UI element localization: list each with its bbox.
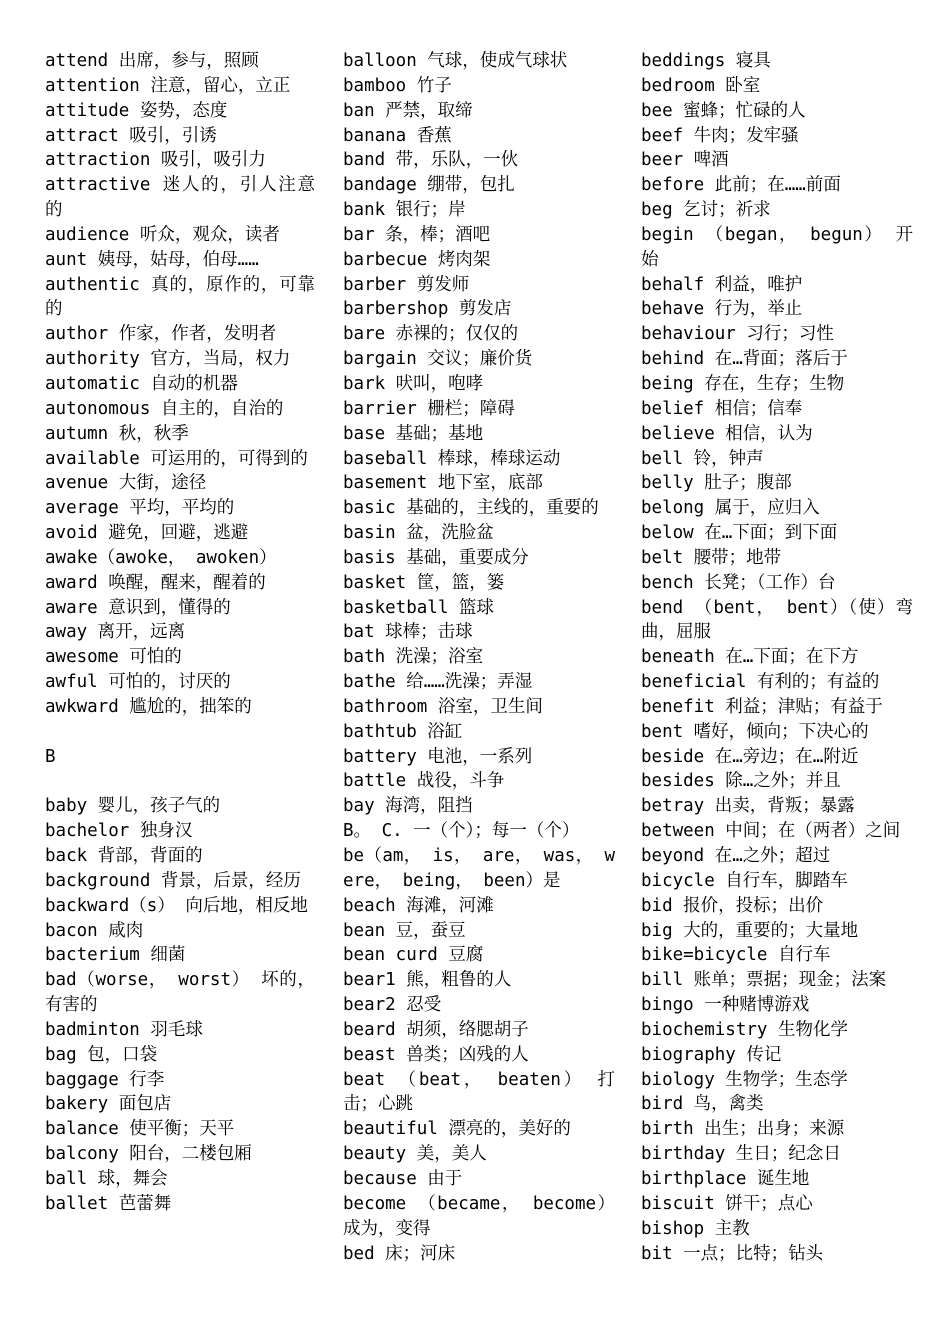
vocab-entry: base 基础；基地: [343, 423, 484, 444]
vocab-entry: bedroom 卧室: [641, 75, 761, 96]
vocab-entry: bar 条，棒；酒吧: [343, 224, 491, 245]
vocab-entry: bathroom 浴室，卫生间: [343, 696, 543, 717]
vocab-entry: autonomous 自主的，自治的: [45, 398, 284, 419]
vocab-entry: bit 一点；比特；钻头: [641, 1243, 824, 1264]
vocab-entry: baby 婴儿，孩子气的: [45, 796, 221, 817]
vocab-entry: belt 腰带；地带: [641, 547, 782, 568]
vocab-entry: ballet 芭蕾舞: [45, 1193, 172, 1214]
vocab-entry: beneficial 有利的；有益的: [641, 672, 880, 693]
vocab-entry: being 存在，生存；生物: [641, 373, 845, 394]
vocab-entry: automatic 自动的机器: [45, 373, 238, 394]
vocab-entry: back 背部，背面的: [45, 846, 203, 866]
vocab-entry: bill 账单；票据；现金；法案: [641, 970, 887, 991]
vocab-entry: behind 在…背面；落后于: [641, 349, 848, 370]
vocab-entry: ball 球，舞会: [45, 1168, 168, 1189]
vocab-entry: between 中间；在（两者）之间: [641, 821, 901, 842]
vocab-entry: backward（s） 向后地，相反地: [45, 895, 308, 916]
vocab-entry: banana 香蕉: [343, 125, 452, 146]
vocab-entry: biology 生物学；生态学: [641, 1069, 848, 1090]
vocab-entry: basic 基础的，主线的，重要的: [343, 498, 599, 519]
vocab-entry: ban 严禁，取缔: [343, 100, 473, 121]
vocab-entry: become （became， become）成为，变得: [343, 1193, 615, 1239]
vocab-entry: awful 可怕的，讨厌的: [45, 672, 231, 693]
vocab-entry: bath 洗澡；浴室: [343, 647, 484, 668]
vocab-entry: attitude 姿势，态度: [45, 100, 228, 121]
vocab-entry: beg 乞讨；祈求: [641, 200, 771, 221]
vocab-entry: award 唤醒，醒来，醒着的: [45, 572, 266, 593]
vocab-entry: bank 银行；岸: [343, 200, 466, 221]
vocab-entry: beside 在…旁边；在…附近: [641, 746, 859, 767]
vocab-entry: beast 兽类；凶残的人: [343, 1044, 529, 1065]
vocab-entry: balance 使平衡；天平: [45, 1119, 235, 1140]
vocab-entry: beat （beat， beaten） 打击；心跳: [343, 1069, 615, 1115]
vocab-entry: bamboo 竹子: [343, 75, 452, 96]
vocab-entry: avoid 避免，回避，逃避: [45, 523, 249, 544]
vocab-entry: attractive 迷人的，引人注意的: [45, 175, 315, 221]
vocab-entry: bear2 忍受: [343, 995, 442, 1016]
vocab-entry: bee 蜜蜂；忙碌的人: [641, 100, 806, 121]
vocab-entry: bare 赤裸的；仅仅的: [343, 324, 519, 345]
vocab-entry: barrier 栅栏；障碍: [343, 398, 515, 419]
vocab-entry: be（am， is， are， was， were， being， been）是: [343, 846, 615, 891]
vocab-entry: beauty 美，美人: [343, 1144, 487, 1165]
vocab-entry: behave 行为，举止: [641, 299, 803, 320]
vocab-entry: bean 豆，蚕豆: [343, 920, 466, 941]
vocab-entry: band 带，乐队，一伙: [343, 150, 519, 171]
vocab-entry: autumn 秋，秋季: [45, 423, 189, 444]
vocab-entry: belong 属于，应归入: [641, 498, 820, 519]
vocab-entry: below 在…下面；到下面: [641, 523, 838, 544]
vocab-entry: beach 海滩，河滩: [343, 895, 494, 916]
vocab-entry: bishop 主教: [641, 1218, 750, 1239]
vocab-entry: bell 铃，钟声: [641, 448, 764, 469]
vocab-entry: bay 海湾，阻挡: [343, 796, 473, 817]
vocab-entry: basis 基础，重要成分: [343, 547, 529, 568]
vocab-entry: biochemistry 生物化学: [641, 1019, 848, 1040]
vocab-entry: aware 意识到，懂得的: [45, 597, 231, 618]
vocab-entry: avenue 大街，途径: [45, 473, 207, 494]
vocab-entry: balloon 气球，使成气球状: [343, 51, 568, 71]
vocab-entry: bandage 绷带，包扎: [343, 175, 515, 196]
blank-line: [45, 769, 315, 794]
vocab-entry: bean curd 豆腐: [343, 945, 484, 966]
vocab-entry: bike=bicycle 自行车: [641, 945, 831, 966]
vocab-entry: barber 剪发师: [343, 274, 470, 295]
vocab-entry: beneath 在…下面；在下方: [641, 647, 859, 668]
vocab-entry: big 大的，重要的；大量地: [641, 920, 859, 941]
vocab-entry: battery 电池，一系列: [343, 746, 533, 767]
vocab-entry: attraction 吸引，吸引力: [45, 150, 266, 171]
vocab-entry: bad（worse， worst） 坏的，有害的: [45, 970, 315, 1016]
vocab-entry: birth 出生；出身；来源: [641, 1119, 845, 1140]
vocab-entry: before 此前；在……前面: [641, 175, 841, 196]
vocab-entry: authentic 真的，原作的，可靠的: [45, 274, 315, 320]
vocab-entry: attract 吸引，引诱: [45, 125, 217, 146]
vocab-entry: awesome 可怕的: [45, 647, 182, 668]
vocab-entry: average 平均，平均的: [45, 498, 235, 519]
vocab-entry: begin （began， begun） 开始: [641, 224, 913, 270]
vocab-entry: bacterium 细菌: [45, 945, 186, 966]
vocab-entry: author 作家，作者，发明者: [45, 324, 277, 345]
vocab-entry: belief 相信；信奉: [641, 398, 803, 419]
vocab-entry: believe 相信，认为: [641, 423, 813, 444]
vocab-entry: baggage 行李: [45, 1069, 165, 1090]
vocab-entry: basin 盆，洗脸盆: [343, 523, 494, 544]
vocab-entry: aunt 姨母，姑母，伯母……: [45, 249, 259, 270]
column-1: [45, 49, 315, 1217]
vocab-entry: awake（awoke， awoken）: [45, 547, 277, 568]
vocab-entry: beddings 寝具: [641, 51, 771, 71]
vocab-entry: beef 牛肉；发牢骚: [641, 125, 799, 146]
vocab-entry: audience 听众，观众，读者: [45, 224, 280, 245]
vocab-entry: bicycle 自行车，脚踏车: [641, 870, 848, 891]
vocab-entry: belly 肚子；腹部: [641, 473, 792, 494]
vocab-entry: beard 胡须，络腮胡子: [343, 1019, 529, 1040]
vocab-entry: attention 注意，留心，立正: [45, 75, 291, 96]
vocab-entry: bench 长凳；（工作）台: [641, 572, 836, 593]
vocab-entry: barbershop 剪发店: [343, 299, 512, 320]
section-heading: B: [45, 746, 56, 767]
vocab-entry: bacon 咸肉: [45, 920, 144, 941]
vocab-entry: bed 床；河床: [343, 1243, 456, 1264]
column-3: [641, 49, 913, 1266]
vocab-entry: birthday 生日；纪念日: [641, 1144, 841, 1165]
vocab-entry: bent 嗜好，倾向；下决心的: [641, 721, 869, 742]
vocab-entry: beautiful 漂亮的，美好的: [343, 1119, 571, 1140]
vocab-entry: authority 官方，当局，权力: [45, 349, 291, 370]
column-2: [343, 49, 615, 1266]
vocab-entry: battle 战役，斗争: [343, 771, 505, 792]
vocab-entry: baseball 棒球，棒球运动: [343, 448, 561, 469]
vocab-entry: available 可运用的，可得到的: [45, 448, 308, 469]
vocab-entry: bat 球棒；击球: [343, 622, 473, 643]
vocab-entry: bargain 交议；廉价货: [343, 349, 533, 370]
vocab-entry: basket 筐，篮，篓: [343, 572, 505, 593]
vocab-entry: biography 传记: [641, 1044, 782, 1065]
vocab-entry: barbecue 烤肉架: [343, 249, 491, 270]
vocab-entry: bathe 给……洗澡；弄湿: [343, 672, 533, 693]
vocab-entry: benefit 利益；津贴；有益于: [641, 696, 883, 717]
vocab-entry: behalf 利益，唯护: [641, 274, 803, 295]
vocab-entry: behaviour 习行；习性: [641, 324, 834, 345]
blank-line: [45, 720, 315, 745]
vocab-entry: basement 地下室，底部: [343, 473, 543, 494]
vocab-entry: because 由于: [343, 1168, 463, 1189]
vocab-entry: bid 报价，投标；出价: [641, 895, 824, 916]
vocab-entry: bingo 一种赌博游戏: [641, 995, 810, 1016]
vocab-entry: balcony 阳台，二楼包厢: [45, 1144, 252, 1165]
vocab-entry: besides 除…之外；并且: [641, 771, 841, 792]
vocab-entry: bakery 面包店: [45, 1094, 172, 1115]
vocab-entry: beer 啤酒: [641, 150, 729, 171]
vocab-entry: background 背景，后景，经历: [45, 870, 301, 891]
vocab-entry: beyond 在…之外；超过: [641, 846, 831, 866]
vocab-entry: away 离开，远离: [45, 622, 186, 643]
vocab-entry: bend （bent， bent）（使）弯曲，屈服: [641, 597, 913, 643]
vocab-entry: biscuit 饼干；点心: [641, 1193, 813, 1214]
vocab-entry: B。 C. 一（个）；每一（个）: [343, 821, 580, 842]
vocab-entry: attend 出席，参与，照顾: [45, 51, 259, 71]
vocab-entry: bag 包，口袋: [45, 1044, 158, 1065]
vocab-entry: bachelor 独身汉: [45, 821, 193, 842]
vocab-entry: bathtub 浴缸: [343, 721, 463, 742]
vocab-entry: betray 出卖，背叛；暴露: [641, 796, 855, 817]
vocab-entry: bird 鸟，禽类: [641, 1094, 764, 1115]
vocab-entry: bear1 熊，粗鲁的人: [343, 970, 512, 991]
vocab-entry: awkward 尴尬的，拙笨的: [45, 696, 252, 717]
vocab-entry: bark 吠叫，咆哮: [343, 373, 484, 394]
vocab-entry: badminton 羽毛球: [45, 1019, 203, 1040]
vocab-entry: birthplace 诞生地: [641, 1168, 810, 1189]
vocab-entry: basketball 篮球: [343, 597, 494, 618]
